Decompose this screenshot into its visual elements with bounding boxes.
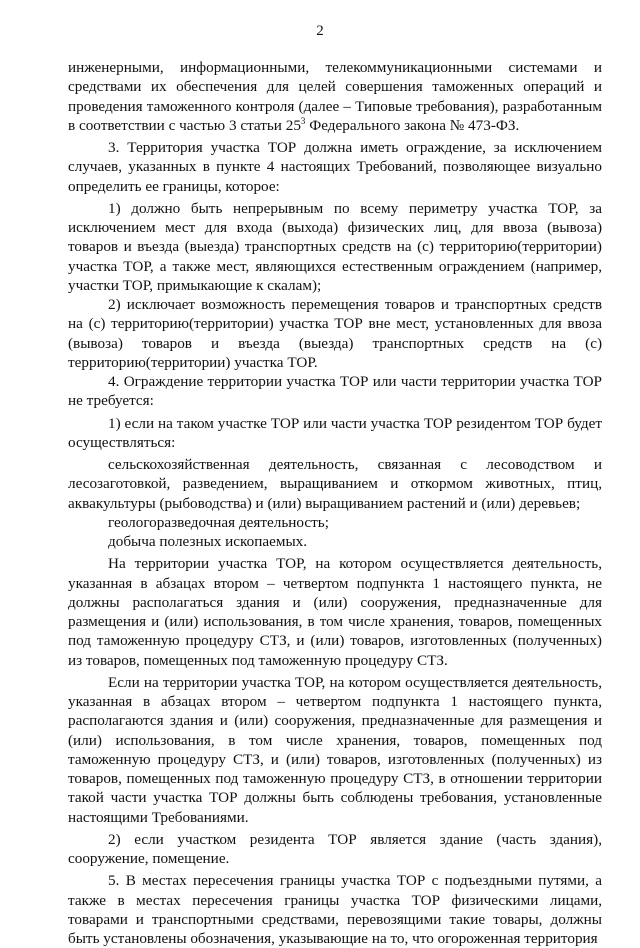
paragraph-subitem-4-2: 2) если участком резидента ТОР является здание (часть здания), сооружение, помещение. bbox=[68, 830, 602, 867]
paragraph-item-4: 4. Ограждение территории участка ТОР или части территории участка ТОР не требуется: bbox=[68, 373, 602, 410]
paragraph-activity-geology: геологоразведочная деятельность; bbox=[108, 513, 329, 531]
paragraph-buildings-prohibited: На территории участка ТОР, на котором осуществляется деятельность, указанная в абзацах втором – четвертом подпункта 1 настоящего пункта, не должны располагаться здания и (или) сооружения, предназначенные для размещения и (или) использования, в том числе хранения, товаров, помещенных под таможенную процедуру СТЗ, и (или) товаров, изготовленных (полученных) из товаров, помещенных под таможенную процедуру СТЗ. bbox=[68, 555, 602, 669]
paragraph-activity-agriculture: сельскохозяйственная деятельность, связанная с лесоводством и лесозаготовкой, разведением, выращиванием и откормом животных, птиц, аквакультуры (рыбоводства) и (или) выращиванием растений и (или) деревьев; bbox=[68, 456, 602, 512]
paragraph-buildings-requirements: Если на территории участка ТОР, на котором осуществляется деятельность, указанная в абзацах втором – четвертом подпункта 1 настоящего пункта, располагаются здания и (или) сооружения, предназначенные для размещения и (или) использования, в том числе хранения, товаров, помещенных под таможенную процедуру СТЗ, и (или) товаров, изготовленных (полученных) из товаров, помещенных под таможенную процедуру СТЗ, в отношении территории такой части участка ТОР должны быть соблюдены требования, установленные настоящими Требованиями. bbox=[68, 673, 602, 826]
paragraph-continuation-text: инженерными, информационными, телекоммуникационными системами и средствами их обеспечения для целей совершения таможенных операций и проведения таможенного контроля (далее – Типовые требования), разработанным в соответствии с частью 3 статьи 25 bbox=[68, 59, 602, 134]
paragraph-continuation bbox=[68, 58, 602, 135]
paragraph-subitem-3-1: 1) должно быть непрерывным по всему периметру участка ТОР, за исключением мест для входа (выхода) физических лиц, для ввоза (вывоза) товаров и въезда (выезда) транспортных средств на (с) территорию(территории) участка ТОР, а также мест, являющихся естественным ограждением (например, участки ТОР, примыкающие к скалам); bbox=[68, 199, 602, 294]
superscript-index: 3 bbox=[300, 115, 306, 126]
paragraph-continuation-tail: Федерального закона № 473-ФЗ. bbox=[305, 116, 520, 134]
page-number: 2 bbox=[316, 23, 324, 39]
paragraph-subitem-3-2: 2) исключает возможность перемещения товаров и транспортных средств на (с) территорию(территории) участка ТОР вне мест, установленных для ввоза (вывоза) товаров и въезда (выезда) транспортных средств на (с) территорию(территории) участка ТОР. bbox=[68, 296, 602, 371]
document-body bbox=[68, 58, 602, 948]
paragraph-item-3: 3. Территория участка ТОР должна иметь ограждение, за исключением случаев, указанных в пункте 4 настоящих Требований, позволяющее визуально определить ее границы, которое: bbox=[68, 139, 602, 195]
paragraph-activity-mining: добыча полезных ископаемых. bbox=[108, 533, 308, 550]
paragraph-item-5: 5. В местах пересечения границы участка ТОР с подъездными путями, а также в местах пересечения границы участка ТОР физическими лицами, товарами и транспортными средствами, перевозящими такие товары, должны быть установлены обозначения, указывающие на то, что огороженная территория bbox=[68, 872, 602, 947]
paragraph-subitem-4-1: 1) если на таком участке ТОР или части участка ТОР резидентом ТОР будет осуществляться: bbox=[68, 414, 602, 451]
